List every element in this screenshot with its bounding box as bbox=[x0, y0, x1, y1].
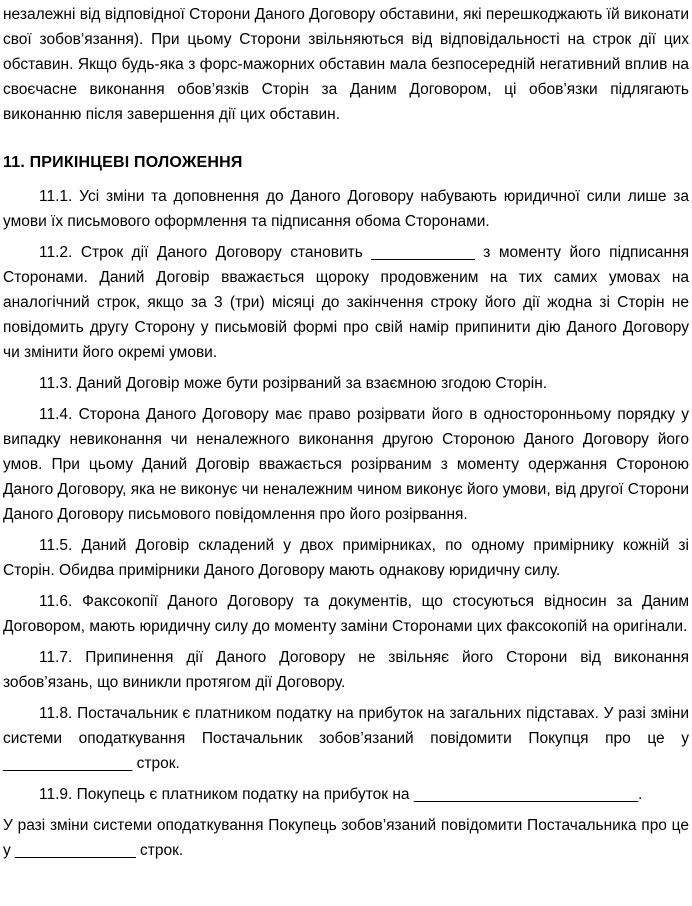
clause-11-7 bbox=[3, 645, 689, 695]
clause-number: 11.7. bbox=[39, 649, 73, 666]
clause-number: 11.2. bbox=[39, 244, 73, 261]
clause-number: 11.3. bbox=[39, 375, 73, 392]
clause-text: Даний Договір складений у двох примірниках, по одному примірнику кожній зі Сторін. Обидва примірники Даного Договору мають однакову юридичну силу. bbox=[3, 537, 689, 579]
clause-number: 11.4. bbox=[39, 406, 73, 423]
clause-number: 11.8. bbox=[39, 705, 73, 722]
clause-text: Покупець є платником податку на прибуток на __________________________. bbox=[76, 786, 643, 803]
clause-text: Усі зміни та доповнення до Даного Договору набувають юридичної сили лише за умови їх письмового оформлення та підписання обома Сторонами. bbox=[3, 188, 689, 230]
clause-text: Факсокопії Даного Договору та документів, що стосуються відносин за Даним Договором, мають юридичну силу до моменту заміни Сторонами цих факсокопій на оригінали. bbox=[3, 593, 690, 635]
intro-paragraph: незалежні від відповідної Сторони Даного Договору обставини, які перешкоджають їй виконати свої зобов’язання). При цьому Сторони звільняються від відповідальності на строк дії цих обставин. Якщо будь-яка з форс-мажорних обставин мала безпосередній негативний вплив на своєчасне виконання обов’язків Сторін за Даним Договором, ці обов’язки підлягають виконанню після завершення дії цих обставин. bbox=[3, 6, 689, 123]
clause-text: Даний Договір може бути розірваний за взаємною згодою Сторін. bbox=[76, 375, 548, 392]
clause-11-2 bbox=[3, 240, 689, 365]
clause-11-1 bbox=[3, 184, 689, 234]
clause-11-3 bbox=[3, 371, 689, 396]
clause-number: 11.1. bbox=[39, 188, 73, 205]
closing-paragraph: У разі зміни системи оподаткування Покупець зобов’язаний повідомити Постачальника про це у ______________ строк. bbox=[3, 817, 689, 859]
clause-number: 11.5. bbox=[39, 537, 73, 554]
clause-text: Припинення дії Даного Договору не звільняє його Сторони від виконання зобов’язань, що виникли протягом дії Договору. bbox=[3, 649, 689, 691]
clause-11-4 bbox=[3, 402, 689, 527]
clause-text: Строк дії Даного Договору становить ____________ з моменту його підписання Сторонами. Даний Договір вважається щороку продовженим на тих самих умовах на аналогічний строк, якщо за 3 (три) місяці до закінчення строку його дії жодна зі Сторін не повідомить другу Сторону у письмовій формі про свій намір припинити дію Даного Договору чи змінити його окремі умови. bbox=[3, 244, 689, 361]
clause-11-6 bbox=[3, 589, 689, 639]
section-heading: 11. ПРИКІНЦЕВІ ПОЛОЖЕННЯ bbox=[3, 154, 243, 171]
clause-11-8 bbox=[3, 701, 689, 776]
clause-text: Сторона Даного Договору має право розірвати його в односторонньому порядку у випадку невиконання чи неналежного виконання другою Стороною Даного Договору його умов. При цьому Даний Договір вважається розірваним з моменту одержання Стороною Даного Договору, яка не виконує чи неналежним чином виконує його умови, від другої Сторони Даного Договору письмового повідомлення про його розірвання. bbox=[3, 406, 689, 523]
clause-11-5 bbox=[3, 533, 689, 583]
clause-number: 11.9. bbox=[39, 786, 73, 803]
clause-text: Постачальник є платником податку на прибуток на загальних підставах. У разі зміни системи оподаткування Постачальник зобов’язаний повідомити Покупця про це у _______________ строк. bbox=[3, 705, 689, 772]
clause-11-9 bbox=[3, 782, 689, 807]
clause-number: 11.6. bbox=[39, 593, 73, 610]
